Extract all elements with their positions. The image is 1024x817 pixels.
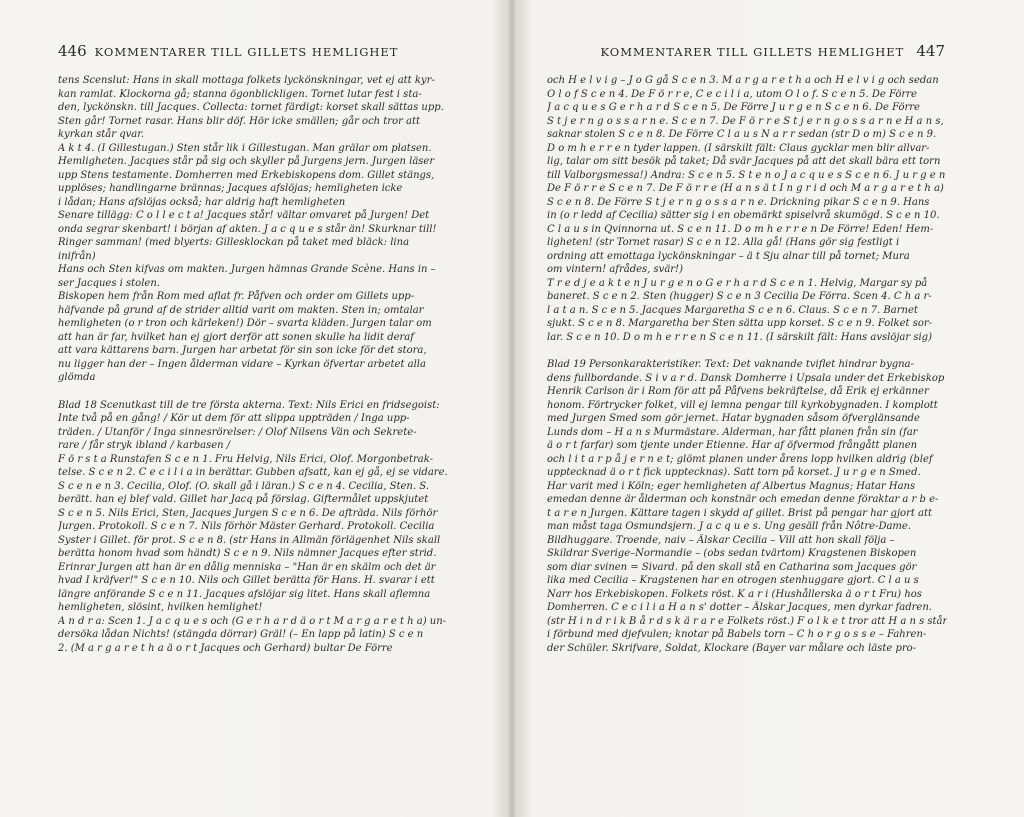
text-line: T r e d j e a k t e n J u r g e n o G e r h a r d S c e n 1. Helvig, Margar sy på — [547, 277, 928, 289]
text-line: upptecknad ä o r t fick upptecknas). Satt torn på korset. J u r g e n Smed. — [547, 467, 921, 478]
text-line: att vara kättarens barn. Jurgen har arbetat för sin son icke för det stora, — [58, 345, 427, 356]
text-line: längre anförande S c e n 11. Jacques afslöjar sig litet. Hans skall aflemna — [58, 588, 431, 600]
text-line: A n d r a: Scen 1. J a c q u e s och (G e r h a r d ä o r t M a r g a r e t h a) un- — [58, 615, 447, 627]
text-line: tens Scenslut: Hans in skall mottaga folkets lyckönskningar, vet ej att kyr- — [58, 75, 435, 86]
text-line: lika med Cecilia – Kragstenen har en otrogen stenhuggare gjort. C l a u s — [547, 575, 919, 586]
text-line: emedan denne är ålderman och konstnär och emedan denne föraktar a r b e- — [547, 494, 939, 505]
text-line: glömda — [58, 372, 96, 383]
paragraph-gap — [547, 344, 947, 358]
text-line: Hans och Sten kifvas om makten. Jurgen hämnas Grande Scène. Hans in – — [58, 264, 436, 275]
text-line: hemligheten (o r tron och kärleken!) Dör – svarta kläden. Jurgen talar om — [58, 318, 432, 329]
text-line: (str H i n d r i k B å r d s k ä r a r e Folkets röst.) F o l k e t tror att H a n s står — [547, 615, 947, 627]
text-line: ligheten! (str Tornet rasar) S c e n 12. Alla gå! (Hans gör sig festligt i — [547, 237, 900, 248]
text-line: träden. / Utanför / Inga sinnesrörelser: / Olof Nilsens Vän och Sekrete- — [58, 426, 417, 438]
text-line: hemligheten, slösint, hvilken hemlighet! — [58, 602, 263, 613]
text-line: t a r e n Jurgen. Kättare tagen i skydd af gillet. Brist på pengar har gjort att — [547, 507, 933, 519]
text-line: der Schüler. Skrifvare, Soldat, Klockare (Bayer var målare och läste pro- — [547, 642, 917, 654]
text-line: Senare tillägg: C o l l e c t a! Jacques står! vältar omvaret på Jurgen! Det — [58, 210, 430, 221]
text-line: nu ligger han der – Ingen ålderman vidare – Kyrkan öfvertar arbetet alla — [58, 358, 426, 370]
text-line: Ringer samman! (med blyerts: Gillesklockan på taket med bläck: lina — [58, 237, 410, 248]
text-line: S t j e r n g o s s a r n e. S c e n 7. De F ö r r e S t j e r n g o s s a r n e H a n s, — [547, 115, 944, 127]
left-running-head: KOMMENTARER TILL GILLETS HEMLIGHET — [94, 45, 399, 59]
text-line: Syster i Gillet. för prot. S c e n 8. (str Hans in Allmän förlägenhet Nils skall — [58, 534, 441, 546]
text-line: in (o r ledd af Cecilia) sätter sig i en obemärkt spiselvrå skumögd. S c e n 10. — [547, 210, 940, 221]
text-line: i lådan; Hans afslöjas också; har aldrig haft hemligheten — [58, 196, 346, 208]
text-line: ä o r t farfar) som tjente under Etienne. Har af öfvermod frångått planen — [547, 440, 918, 451]
text-line: den, lyckönskn. till Jacques. Collecta: tornet färdigt: korset skall sättas upp. — [58, 102, 444, 113]
text-line: Blad 18 Scenutkast till de tre första akterna. Text: Nils Erici en fridsegoist: — [58, 399, 440, 411]
text-line: Narr hos Erkebiskopen. Folkets röst. K a r i (Hushållerska ä o r t Fru) hos — [547, 588, 922, 600]
text-line: till Valborgsmessa!) Andra: S c e n 5. S t e n o J a c q u e s S c e n 6. J u r g e n — [547, 169, 946, 181]
text-line: Domherren. C e c i l i a H a n s' dotter – Älskar Jacques, men dyrkar fadren. — [547, 602, 932, 613]
text-line: telse. S c e n 2. C e c i l i a in berättar. Gubben afsatt, kan ej gå, ej se vidare. — [58, 467, 448, 478]
text-line: S c e n 5. Nils Erici, Sten, Jacques Jurgen S c e n 6. De afträda. Nils förhör — [58, 507, 438, 519]
text-line: Har varit med i Köln; eger hemligheten af Albertus Magnus; Hatar Hans — [547, 480, 916, 492]
text-line: med Jurgen Smed som gör jernet. Hatar bygnaden såsom öfverglänsande — [547, 413, 920, 424]
text-line: häfvande på grund af de strider alltid varit om makten. Sten in; omtalar — [58, 304, 424, 316]
text-line: De F ö r r e S c e n 7. De F ö r r e (H a n s ä t I n g r i d och M a r g a r e t h a) — [547, 183, 944, 194]
text-line: och H e l v i g – J o G gå S c e n 3. M a r g a r e t h a och H e l v i g och sedan — [547, 75, 939, 86]
text-line: lar. S c e n 10. D o m h e r r e n S c e n 11. (I särskilt fält: Hans avslöjar sig) — [547, 331, 932, 343]
text-line: ser Jacques i stolen. — [58, 277, 160, 289]
text-line: 2. (M a r g a r e t h a ä o r t Jacques och Gerhard) bultar De Förre — [58, 642, 393, 654]
text-line: D o m h e r r e n tyder lappen. (I särskilt fält: Claus gycklar men blir allvar- — [547, 142, 930, 154]
paragraph-gap — [58, 385, 458, 399]
text-line: S c e n e n 3. Cecilia, Olof. (O. skall gå i läran.) S c e n 4. Cecilia, Sten. S. — [58, 480, 429, 492]
text-line: Biskopen hem från Rom med aflat fr. Påfven och order om Gillets upp- — [58, 291, 415, 302]
text-line: dersöka lådan Nichts! (stängda dörrar) Gräl! (– En lapp på latin) S c e n — [58, 629, 424, 640]
text-line: upp Stens testamente. Domherren med Erkebiskopens dom. Gillet stängs, — [58, 169, 435, 181]
text-line: berätt. han ej blef vald. Gillet har Jacq på förslag. Giftermålet uppskjutet — [58, 494, 429, 505]
right-page — [512, 0, 1024, 817]
text-line: upplöses; handlingarne brännas; Jacques afslöjas; hemligheten icke — [58, 183, 403, 194]
text-line: saknar stolen S c e n 8. De Förre C l a u s N a r r sedan (str D o m) S c e n 9. — [547, 129, 937, 140]
text-line: baneret. S c e n 2. Sten (hugger) S c e n 3 Cecilia De Förra. Scen 4. C h a r- — [547, 291, 932, 302]
text-line: Henrik Carlson är i Rom för att på Påfvens bekräftelse, då Erik ej erkänner — [547, 386, 929, 397]
text-line: Hemligheten. Jacques står på sig och skyller på Jurgens jern. Jurgen läser — [58, 156, 435, 167]
text-line: C l a u s in Qvinnorna ut. S c e n 11. D o m h e r r e n De Förre! Eden! Hem- — [547, 223, 934, 235]
text-line: O l o f S c e n 4. De F ö r r e, C e c i l i a, utom O l o f. S c e n 5. De Förre — [547, 88, 917, 100]
right-running-head: KOMMENTARER TILL GILLETS HEMLIGHET — [600, 45, 905, 59]
text-line: Sten går! Tornet rasar. Hans blir döf. Hör icke smällen; går och tror att — [58, 115, 421, 127]
text-line: man måst taga Osmundsjern. J a c q u e s. Ung gesäll från Nôtre-Dame. — [547, 521, 911, 532]
text-line: Erinrar Jurgen att han är en dålig menniska – "Han är en skälm och det är — [58, 561, 436, 573]
text-line: Lunds dom – H a n s Murmästare. Alderman, har fått planen från sin (far — [547, 426, 918, 438]
text-line: berätta honom hvad som händt) S c e n 9. Nils nämner Jacques efter strid. — [58, 548, 437, 559]
text-line: rare / får stryk ibland / karbasen / — [58, 440, 231, 451]
text-line: Inte två på en gång! / Kör ut dem för att slippa uppträden / Inga upp- — [58, 413, 410, 424]
text-line: kan ramlat. Klockorna gå; stanna ögonblickligen. Tornet lutar fest i sta- — [58, 88, 422, 100]
text-line: i förbund med djefvulen; knotar på Babels torn – C h o r g o s s e – Fahren- — [547, 629, 927, 640]
left-page-body — [58, 74, 458, 655]
text-line: att han är far, hvilket han ej gjort derför att sonen skulle ha lidit deraf — [58, 331, 414, 343]
text-line: som diar svinen = Sivard. på den skall stå en Catharina som Jacques gör — [547, 561, 917, 573]
text-line: S c e n 8. De Förre S t j e r n g o s s a r n e. Drickning pikar S c e n 9. Hans — [547, 196, 930, 208]
text-line: Skildrar Sverige–Normandie – (obs sedan tvärtom) Kragstenen Biskopen — [547, 548, 917, 559]
text-line: lig, talar om sitt besök på taket; Då svär Jacques på att det skall bära ett torn — [547, 156, 941, 167]
text-line: hvad I kräfver!" S c e n 10. Nils och Gillet berätta för Hans. H. svarar i ett — [58, 575, 435, 586]
text-line: inifrån) — [58, 250, 96, 262]
text-line: honom. Förtrycker folket, vill ej lemna pengar till kyrkobygnaden. I komplott — [547, 399, 938, 411]
right-page-header — [600, 42, 945, 60]
text-line: F ö r s t a Runstafen S c e n 1. Fru Helvig, Nils Erici, Olof. Morgonbetrak- — [58, 453, 433, 465]
text-line: onda segrar skenbart! i början af akten. J a c q u e s står än! Skurknar till! — [58, 223, 437, 235]
text-line: sjukt. S c e n 8. Margaretha ber Sten sätta upp korset. S c e n 9. Folket sor- — [547, 318, 932, 329]
right-page-body — [547, 74, 947, 655]
text-line: dens fullbordande. S i v a r d. Dansk Domherre i Upsala under det Erkebiskop — [547, 372, 945, 384]
left-page-header — [58, 42, 458, 60]
text-line: l a t a n. S c e n 5. Jacques Margaretha S c e n 6. Claus. S c e n 7. Barnet — [547, 304, 918, 316]
text-line: och l i t a r p å j e r n e t; glömt planen under årens lopp hvilken aldrig (blef — [547, 453, 933, 465]
text-line: Bildhuggare. Troende, naiv – Älskar Cecilia – Vill att hon skall följa – — [547, 534, 895, 546]
text-line: Jurgen. Protokoll. S c e n 7. Nils förhör Mäster Gerhard. Protokoll. Cecilia — [58, 521, 435, 532]
right-page-number: 447 — [916, 42, 945, 60]
text-line: Blad 19 Personkarakteristiker. Text: Det vaknande tviflet hindrar bygna- — [547, 359, 914, 370]
text-line: om vintern! afrådes, svär!) — [547, 264, 683, 275]
text-line: kyrkan står qvar. — [58, 129, 145, 140]
left-page-number: 446 — [58, 42, 87, 60]
text-line: A k t 4. (I Gillestugan.) Sten står lik i Gillestugan. Man grälar om platsen. — [58, 142, 432, 154]
text-line: J a c q u e s G e r h a r d S c e n 5. De Förre J u r g e n S c e n 6. De Förre — [547, 102, 920, 113]
text-line: ordning att emottaga lyckönskningar – ä t Sju alnar till på tornet; Mura — [547, 250, 910, 262]
